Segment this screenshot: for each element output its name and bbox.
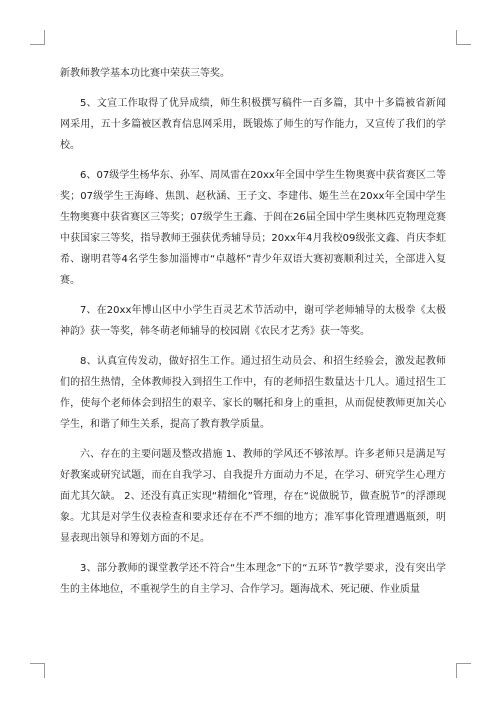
paragraph-item-3: 3、部分教师的课堂教学还不符合“生本理念”下的“五环节”教学要求，没有突出学生的主体地位，不重视学生的自主学习、合作学习。题海战术、死记硬、作业质量: [60, 563, 446, 595]
crop-mark-top-right: [456, 30, 471, 45]
paragraph-section-6: 六、存在的主要问题及整改措施 1、教师的学风还不够浓厚。许多老师只是满足写好教案或研究试题，而在自我学习、自我提升方面动力不足，在学习、研究学生心理方面尤其欠缺。 2、还没有真正实现“精细化”管理，存在“说做脱节，做查脱节”的浮漂现象。尤其是对学生仪表检查和要求还存在不严不细的地方；准军事化管理遭遇瓶颈，明显表现出领导和筹划方面的不足。: [60, 449, 446, 544]
paragraph-item-8: 8、认真宣传发动，做好招生工作。通过招生动员会、和招生经验会，激发起教师们的招生热情，全体教师投入到招生工作中，有的老师招生数量达十几人。通过招生工作，使每个老师体会到招生的艰辛、家长的嘱托和身上的重担，从而促使教师更加关心学生，和谐了师生关系，提高了教育教学质量。: [60, 356, 446, 430]
crop-mark-top-left: [30, 30, 45, 45]
paragraph-item-5: 5、文宣工作取得了优异成绩，师生积极撰写稿件一百多篇，其中十多篇被省新闻网采用，五十多篇被区教育信息网采用，既锻炼了师生的写作能力，又宣传了我们的学校。: [60, 98, 446, 151]
crop-mark-bottom-left: [30, 663, 45, 678]
crop-mark-bottom-right: [456, 663, 471, 678]
paragraph-continuation: 新教师教学基本功比赛中荣获三等奖。: [60, 68, 230, 79]
paragraph-item-6: 6、07级学生杨华东、孙军、周凤雷在20xx年全国中学生生物奥赛中获省赛区二等奖；07级学生王海峰、焦凯、赵秋涵、王子文、李建伟、姬生兰在20xx年全国中学生生物奥赛中获省赛区三等奖；07级学生王鑫、于闾在26届全国中学生奥林匹克物理竞赛中获国家三等奖，指导教师王强获优秀辅导员；20xx年4月我校09级张文鑫、肖庆李虹希、谢明君等4名学生参加淄博市“卓越杯”青少年双语大赛初赛顺利过关，全部进入复赛。: [60, 170, 446, 286]
paragraph-item-7: 7、在20xx年博山区中小学生百灵艺术节活动中，谢可学老师辅导的太极拳《太极神韵》获一等奖，韩冬萌老师辅导的校园剧《农民才艺秀》获一等奖。: [60, 305, 446, 337]
document-body: [60, 63, 446, 609]
